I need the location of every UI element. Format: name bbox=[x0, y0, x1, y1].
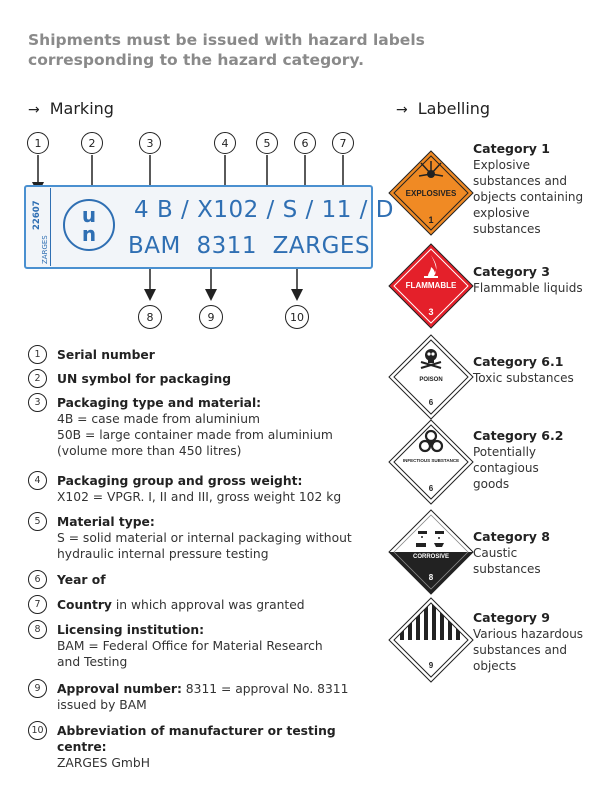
list-item: 5 Material type: S = solid material or internal packaging without hydraulic internal pressure testing bbox=[28, 514, 378, 562]
list-item: 6 Year of bbox=[28, 572, 378, 588]
category-6-1-description: Category 6.1 Toxic substances bbox=[473, 354, 574, 385]
callout-5: 5 bbox=[256, 132, 278, 154]
svg-text:CORROSIVE: CORROSIVE bbox=[412, 554, 450, 560]
intro-heading: Shipments must be issued with hazard labels corresponding to the hazard category. bbox=[28, 31, 425, 69]
category-6-2-description: Category 6.2 Potentially contagious goods bbox=[473, 428, 564, 491]
callout-9: 9 bbox=[199, 305, 223, 329]
arrow-right-icon: → bbox=[28, 102, 40, 118]
svg-text:EXPLOSIVES: EXPLOSIVES bbox=[405, 189, 457, 198]
plate-side-strip bbox=[28, 188, 51, 266]
callout-2: 2 bbox=[81, 132, 103, 154]
svg-text:8: 8 bbox=[428, 573, 434, 582]
explosives-hazard-label bbox=[388, 150, 474, 236]
plate-side-brand: ZARGES bbox=[41, 235, 49, 264]
corrosive-hazard-label bbox=[388, 509, 474, 595]
svg-text:6: 6 bbox=[428, 398, 434, 407]
list-item: 4 Packaging group and gross weight: X102 = VPGR. I, II and III, gross weight 102 kg bbox=[28, 473, 378, 505]
list-item: 7 Country in which approval was granted bbox=[28, 597, 378, 613]
svg-text:1: 1 bbox=[428, 215, 434, 225]
callout-3: 3 bbox=[139, 132, 161, 154]
list-item: 1 Serial number bbox=[28, 347, 378, 363]
poison-hazard-label bbox=[388, 334, 474, 420]
callout-6: 6 bbox=[294, 132, 316, 154]
svg-text:FLAMMABLE: FLAMMABLE bbox=[405, 281, 457, 290]
list-item: 9 Approval number: 8311 = approval No. 8311 issued by BAM bbox=[28, 681, 378, 713]
svg-text:3: 3 bbox=[428, 307, 434, 317]
list-item: 3 Packaging type and material: 4B = case made from aluminium 50B = large container made from aluminium (volume more than 450 litres) bbox=[28, 395, 378, 459]
callout-1: 1 bbox=[27, 132, 49, 154]
plate-code-line: 4 B / X102 / S / 11 / D bbox=[134, 197, 394, 223]
svg-text:INFECTIOUS SUBSTANCE: INFECTIOUS SUBSTANCE bbox=[402, 458, 460, 463]
svg-text:POISON: POISON bbox=[419, 377, 443, 383]
infectious-hazard-label bbox=[388, 419, 474, 505]
category-3-description: Category 3 Flammable liquids bbox=[473, 264, 583, 295]
svg-text:6: 6 bbox=[428, 484, 434, 493]
marking-heading: → Marking bbox=[28, 99, 114, 118]
arrow-right-icon: → bbox=[396, 102, 408, 118]
svg-text:9: 9 bbox=[428, 661, 434, 670]
labelling-heading: → Labelling bbox=[396, 99, 491, 118]
plate-approval-line: BAM 8311 ZARGES bbox=[128, 233, 371, 259]
flammable-hazard-label bbox=[388, 243, 474, 329]
list-item: 10 Abbreviation of manufacturer or testing centre: ZARGES GmbH bbox=[28, 723, 378, 771]
callout-7: 7 bbox=[332, 132, 354, 154]
callout-8: 8 bbox=[138, 305, 162, 329]
list-item: 8 Licensing institution: BAM = Federal Office for Material Research and Testing bbox=[28, 622, 378, 670]
list-item: 2 UN symbol for packaging bbox=[28, 371, 378, 387]
category-8-description: Category 8 Caustic substances bbox=[473, 529, 550, 576]
callout-4: 4 bbox=[214, 132, 236, 154]
un-symbol: u n bbox=[63, 199, 115, 251]
category-9-description: Category 9 Various hazardous substances and objects bbox=[473, 610, 584, 673]
miscellaneous-hazard-label bbox=[388, 597, 474, 683]
category-1-description: Category 1 Explosive substances and objects containing explosive substances bbox=[473, 141, 584, 236]
callout-10: 10 bbox=[285, 305, 309, 329]
plate-side-code: 22607 bbox=[32, 200, 42, 230]
